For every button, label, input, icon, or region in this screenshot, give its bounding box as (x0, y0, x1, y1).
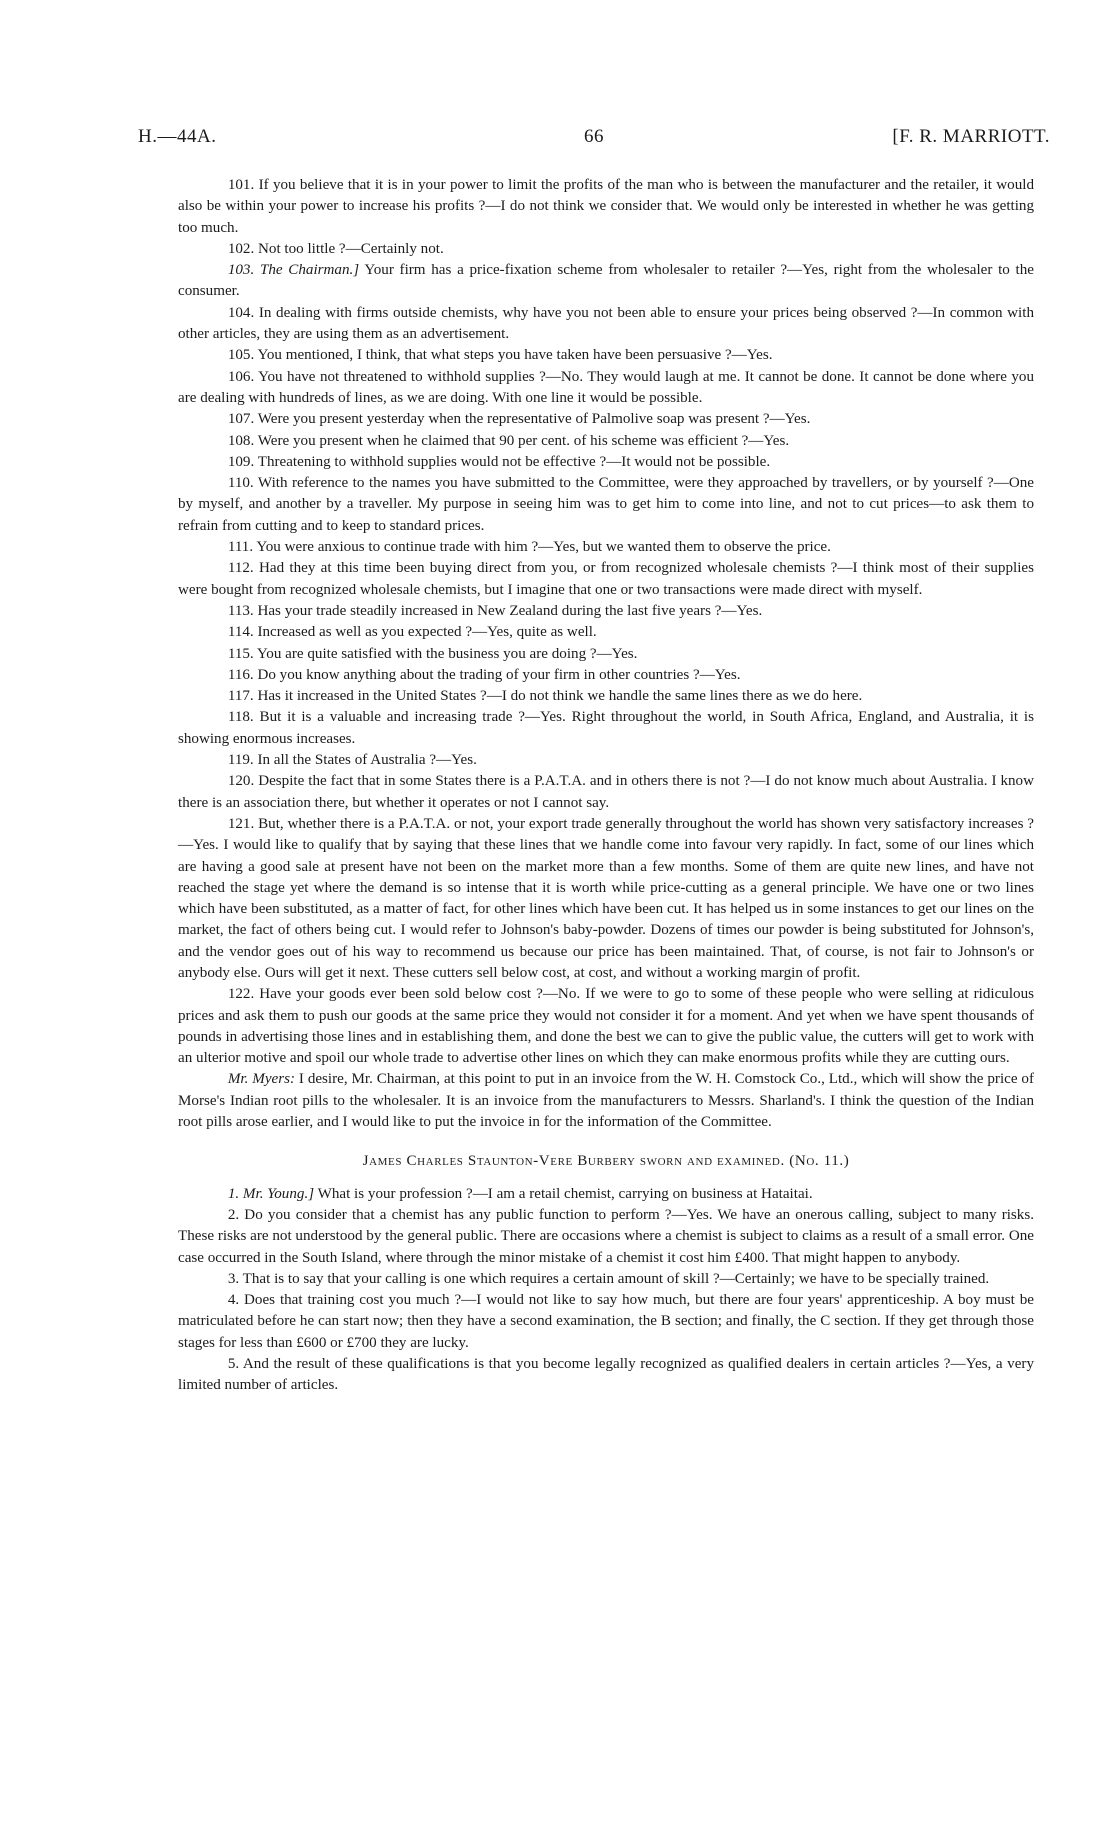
paragraph-text: What is your profession ?—I am a retail chemist, carrying on business at Hataitai. (314, 1185, 813, 1202)
paragraph-text: 111. You were anxious to continue trade with him ?—Yes, but we wanted them to observe the price. (227, 539, 831, 556)
paragraph-text: 115. You are quite satisfied with the business you are doing ?—Yes. (227, 645, 638, 662)
paragraph (178, 1354, 1034, 1397)
paragraph-text: 2. Do you consider that a chemist has any public function to perform ?—Yes. We have an onerous calling, subject to many risks. These risks are not understood by the general public. There are occasions where a chemist is subject to claims as a result of a small error. One case occurred in the South Island, where through the minor mistake of a chemist it cost him £400. That might happen to anybody. (178, 1206, 1034, 1266)
paragraph-text: 110. With reference to the names you have submitted to the Committee, were they approached by travellers, or by yourself ?—One by myself, and another by a traveller. My purpose in seeing him was to get him to come into line, and not to cut prices—to ask them to refrain from cutting and to keep to standard prices. (178, 475, 1034, 534)
paragraph-text: 101. If you believe that it is in your power to limit the profits of the man who is between the manufacturer and the retailer, it would also be within your power to increase his profits ?—I do not think we consider that. We would only be interested in whether he was getting too much. (178, 177, 1034, 236)
section-heading: James Charles Staunton-Vere Burbery sworn and examined. (No. 11.) (362, 1153, 850, 1170)
paragraph (178, 1069, 1034, 1133)
paragraph (178, 345, 1034, 366)
document-body (178, 175, 1034, 1397)
paragraph-text: 105. You mentioned, I think, that what steps you have taken have been persuasive ?—Yes. (227, 347, 773, 364)
paragraph (178, 1290, 1034, 1354)
paragraph (178, 707, 1034, 750)
paragraph (178, 686, 1034, 707)
paragraph-text: 104. In dealing with firms outside chemists, why have you not been able to ensure your prices being observed ?—In common with other articles, they are using them as an advertisement. (178, 304, 1034, 343)
paragraph-text: 108. Were you present when he claimed that 90 per cent. of his scheme was efficient ?—Yes. (227, 432, 790, 449)
paragraph (178, 409, 1034, 430)
paragraph (178, 367, 1034, 410)
paragraph-text: 3. That is to say that your calling is one which requires a certain amount of skill ?—Certainly; we have to be specially trained. (227, 1270, 990, 1287)
paragraph (178, 452, 1034, 473)
paragraph (178, 175, 1034, 239)
paragraph-text: I desire, Mr. Chairman, at this point to put in an invoice from the W. H. Comstock Co., Ltd., which will show the price of Morse's Indian root pills to the wholesaler. It is an invoice from the manufacturers to Messrs. Sharland's. I think the question of the Indian root pills arose earlier, and I would like to put the invoice in for the information of the Committee. (178, 1071, 1034, 1131)
paragraph-text: 5. And the result of these qualifications is that you become legally recognized as qualified dealers in certain articles ?—Yes, a very limited number of articles. (178, 1356, 1034, 1394)
paragraph (178, 473, 1034, 537)
paragraph-text: 112. Had they at this time been buying direct from you, or from recognized wholesale chemists ?—I think most of their supplies were bought from recognized wholesale chemists, but I imagine that one or two transactions were made direct with myself. (178, 560, 1034, 598)
evidence-new-witness (178, 1184, 1034, 1397)
witness-name: [F. R. MARRIOTT. (892, 126, 1050, 147)
paragraph (178, 239, 1034, 260)
paragraph (178, 984, 1034, 1069)
paragraph-text: 113. Has your trade steadily increased in New Zealand during the last five years ?—Yes. (227, 602, 763, 619)
paragraph (178, 260, 1034, 303)
paragraph-text: Your firm has a price-fixation scheme from wholesaler to retailer ?—Yes, right from the wholesaler to the consumer. (178, 262, 1034, 300)
paragraph-text: 121. But, whether there is a P.A.T.A. or not, your export trade generally throughout the world has shown very satisfactory increases ?—Yes. I would like to qualify that by saying that these lines that we handle come into favour very rapidly. In fact, some of our lines which are having a good sale at present have not been on the market more than a few months. Some of them are quite new lines, and have not reached the stage yet where the demand is so intense that it is worth while price-cutting as a general principle. We have one or two lines which have been substituted, as a matter of fact, for other lines which have been cut. It has helped us in some instances to get our lines on the market, the fact of others being cut. I would refer to Johnson's baby-powder. Dozens of times our powder is being substituted for Johnson's, and the vendor goes out of his way to recommend us because our price has been maintained. That, of course, is not fair to Johnson's or anybody else. Ours will get it next. These cutters sell below cost, at cost, and without a working margin of profit. (178, 815, 1034, 981)
paragraph-text: 120. Despite the fact that in some States there is a P.A.T.A. and in others there is not ?—I do not know much about Australia. I know there is an association there, but whether it operates or not I cannot say. (178, 773, 1034, 811)
paragraph (178, 814, 1034, 984)
paragraph (178, 1269, 1034, 1290)
paragraph-text: 109. Threatening to withhold supplies would not be effective ?—It would not be possible. (227, 453, 771, 470)
paragraph (178, 303, 1034, 346)
paragraph-text: 119. In all the States of Australia ?—Yes. (227, 752, 477, 769)
paragraph-text: 106. You have not threatened to withhold supplies ?—No. They would laugh at me. It cannot be done. It cannot be done where you are dealing with hundreds of lines, as we are doing. With one line it would be possible. (178, 368, 1034, 406)
paragraph-text: 122. Have your goods ever been sold below cost ?—No. If we were to go to some of these people who were selling at ridiculous prices and ask them to push our goods at the same price they would not consider it for a moment. And yet when we have spent thousands of pounds in advertising those lines and in establishing them, and done the best we can to give the public value, the cutters will get to work with an ulterior motive and spoil our whole trade to advertise other lines on which they can make enormous profits while they are cutting ours. (178, 986, 1034, 1067)
report-reference: H.—44A. (138, 126, 217, 147)
paragraph (178, 644, 1034, 665)
paragraph (178, 558, 1034, 601)
speaker-lead: 1. Mr. Young.] (227, 1185, 315, 1202)
paragraph (178, 750, 1034, 771)
evidence-continued (178, 175, 1034, 1133)
paragraph (178, 622, 1034, 643)
page-header (138, 126, 1050, 156)
paragraph (178, 771, 1034, 814)
paragraph (178, 431, 1034, 452)
paragraph-text: 118. But it is a valuable and increasing trade ?—Yes. Right throughout the world, in South Africa, England, and Australia, it is showing enormous increases. (178, 709, 1034, 747)
paragraph-text: 107. Were you present yesterday when the representative of Palmolive soap was present ?—Yes. (227, 411, 811, 428)
paragraph (178, 1205, 1034, 1269)
paragraph-text: 116. Do you know anything about the trading of your firm in other countries ?—Yes. (227, 666, 741, 683)
paragraph-text: 117. Has it increased in the United States ?—I do not think we handle the same lines there as we do here. (227, 688, 863, 705)
paragraph-text: 114. Increased as well as you expected ?—Yes, quite as well. (227, 624, 597, 641)
paragraph (178, 601, 1034, 622)
paragraph-text: 4. Does that training cost you much ?—I would not like to say how much, but there are four years' apprenticeship. A boy must be matriculated before he can start now; then they have a second examination, the B section; and finally, the C section. If they get through those stages for less than £600 or £700 they are lucky. (178, 1292, 1034, 1351)
paragraph-text: 102. Not too little ?—Certainly not. (227, 240, 444, 257)
paragraph (178, 1184, 1034, 1205)
paragraph (178, 537, 1034, 558)
speaker-lead: 103. The Chairman.] (227, 262, 360, 279)
page-number: 66 (584, 126, 604, 147)
paragraph (178, 665, 1034, 686)
speaker-lead: Mr. Myers: (227, 1071, 296, 1088)
